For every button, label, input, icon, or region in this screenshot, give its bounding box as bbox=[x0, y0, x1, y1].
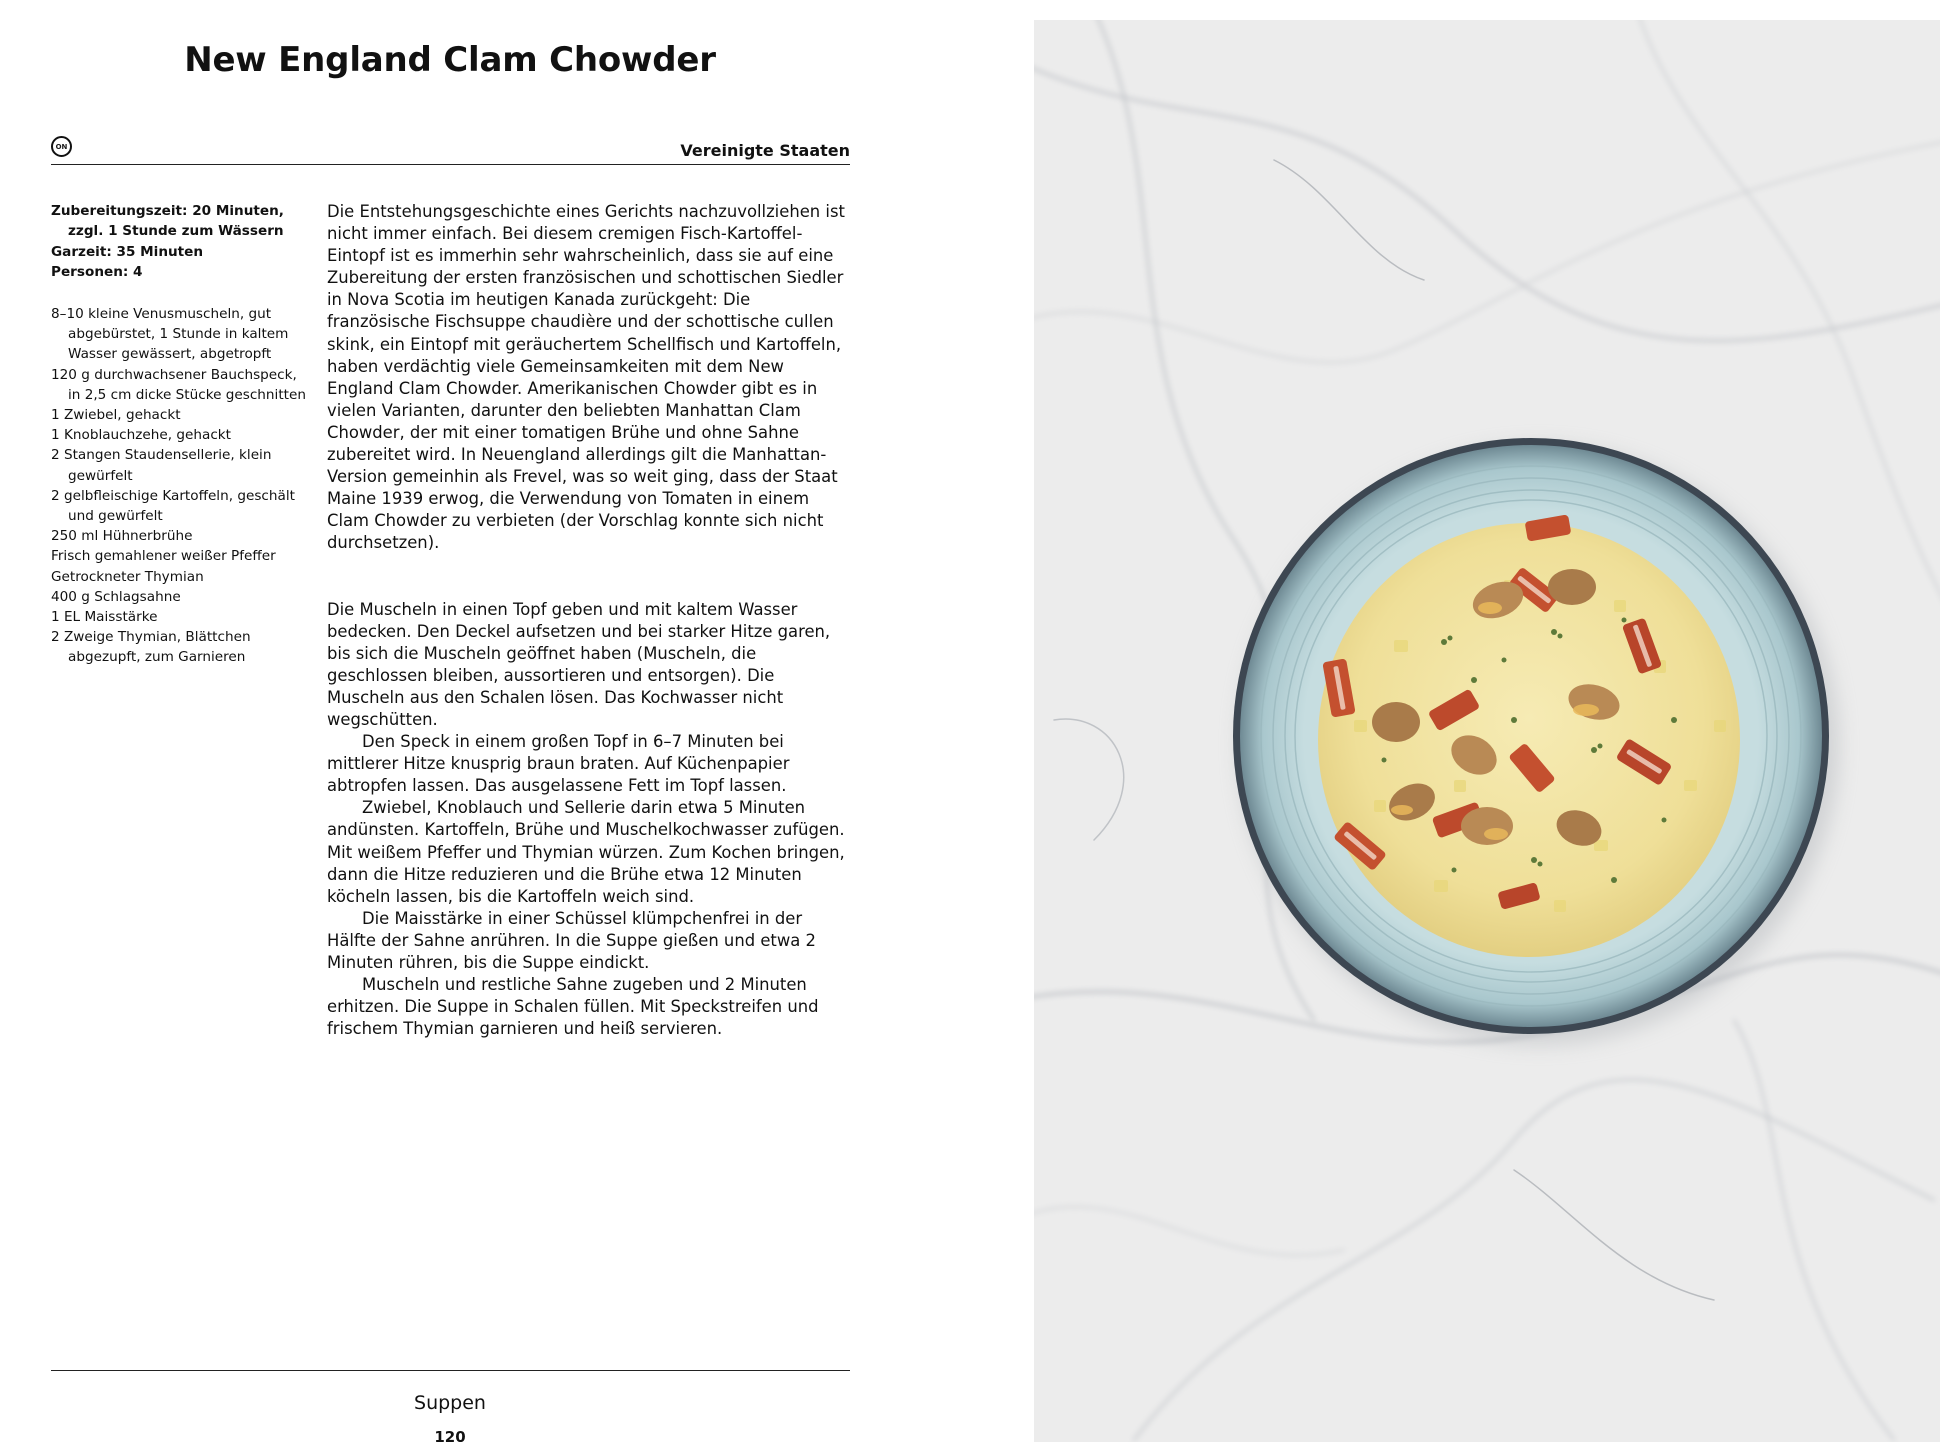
cook-time: Garzeit: 35 Minuten bbox=[51, 243, 204, 260]
ingredient-item: 1 Knoblauchzehe, gehackt bbox=[51, 427, 231, 444]
servings: Personen: 4 bbox=[51, 263, 143, 280]
bottom-divider bbox=[51, 1370, 850, 1371]
ingredient-item: 120 g durchwachsener Bauchspeck, in 2,5 cm dicke Stücke geschnitten bbox=[51, 366, 306, 403]
ingredient-item: Frisch gemahlener weißer Pfeffer bbox=[51, 548, 276, 565]
ingredient-item: Getrockneter Thymian bbox=[51, 568, 204, 585]
ingredient-item: 2 Stangen Staudensellerie, klein gewürfelt bbox=[51, 447, 272, 484]
chowder-bowl-illustration bbox=[1034, 20, 1940, 1442]
ingredient-item: 1 EL Maisstärke bbox=[51, 609, 158, 626]
ingredient-item: 8–10 kleine Venusmuscheln, gut abgebürstet, 1 Stunde in kaltem Wasser gewässert, abgetropft bbox=[51, 306, 289, 363]
top-divider bbox=[51, 164, 850, 165]
country-label: Vereinigte Staaten bbox=[680, 141, 850, 160]
intro-paragraph: Die Entstehungsgeschichte eines Gerichts nachzuvollziehen ist nicht immer einfach. Bei diesem cremigen Fisch-Kartoffel-Eintopf ist es immerhin sehr wahrscheinlich, dass sie auf eine Zubereitung der ersten französischen und schottischen Siedler in Nova Scotia im heutigen Kanada zurückgeht: Die französische Fischsuppe chaudière und der schottische cullen skink, ein Eintopf mit geräuchertem Schellfisch und Kartoffeln, haben verdächtig viele Gemeinsamkeiten mit dem New England Clam Chowder. Amerikanischen Chowder gibt es in vielen Varianten, darunter den beliebten Manhattan Clam Chowder, der mit einer tomatigen Brühe und ohne Sahne zubereitet wird. In Neuengland allerdings gilt die Manhattan-Version gemeinhin als Frevel, was so weit ging, dass der Staat Maine 1939 erwog, die Verwendung von Tomaten in einem Clam Chowder zu verbieten (der Vorschlag konnte sich nicht durchsetzen). bbox=[327, 202, 845, 553]
page-number: 120 bbox=[434, 1428, 466, 1446]
veg-badge-icon: ON bbox=[51, 136, 72, 157]
ingredient-item: 1 Zwiebel, gehackt bbox=[51, 407, 181, 424]
ingredient-item: 2 Zweige Thymian, Blättchen abgezupft, zum Garnieren bbox=[51, 629, 251, 666]
ingredient-item: 400 g Schlagsahne bbox=[51, 588, 181, 605]
ingredient-list bbox=[51, 304, 306, 668]
prep-time-extra: zzgl. 1 Stunde zum Wässern bbox=[68, 223, 284, 240]
recipe-body bbox=[327, 201, 850, 1040]
recipe-title: New England Clam Chowder bbox=[184, 40, 716, 80]
method-step: Den Speck in einem großen Topf in 6–7 Minuten bei mittlerer Hitze knusprig braun braten. Auf Küchenpapier abtropfen lassen. Das ausgelassene Fett im Topf lassen. bbox=[327, 732, 790, 796]
method-step: Die Muscheln in einen Topf geben und mit kaltem Wasser bedecken. Den Deckel aufsetzen und bei starker Hitze garen, bis sich die Muscheln geöffnet haben (Muscheln, die geschlossen bleiben, aussortieren und entsorgen). Die Muscheln aus den Schalen lösen. Das Kochwasser nicht wegschütten. bbox=[327, 599, 831, 729]
section-name: Suppen bbox=[414, 1392, 486, 1414]
ingredient-item: 2 gelbfleischige Kartoffeln, geschält und gewürfelt bbox=[51, 487, 295, 525]
ingredient-item: 250 ml Hühnerbrühe bbox=[51, 528, 193, 545]
recipe-meta bbox=[51, 201, 301, 282]
method-step: Muscheln und restliche Sahne zugeben und 2 Minuten erhitzen. Die Suppe in Schalen füllen. Mit Speckstreifen und frischem Thymian garnieren und heiß servieren. bbox=[327, 975, 819, 1039]
prep-time: Zubereitungszeit: 20 Minuten, bbox=[51, 203, 284, 219]
method-step: Die Maisstärke in einer Schüssel klümpchenfrei in der Hälfte der Sahne anrühren. In die Suppe gießen und etwa 2 Minuten rühren, bis die Suppe eindickt. bbox=[327, 908, 816, 972]
method-steps bbox=[327, 599, 850, 1041]
method-step: Zwiebel, Knoblauch und Sellerie darin etwa 5 Minuten andünsten. Kartoffeln, Brühe und Muschelkochwasser zufügen. Mit weißem Pfeffer und Thymian würzen. Zum Kochen bringen, dann die Hitze reduzieren und die Brühe etwa 12 Minuten köcheln lassen, bis die Kartoffeln weich sind. bbox=[327, 798, 845, 906]
chowder-photo bbox=[1034, 20, 1940, 1442]
